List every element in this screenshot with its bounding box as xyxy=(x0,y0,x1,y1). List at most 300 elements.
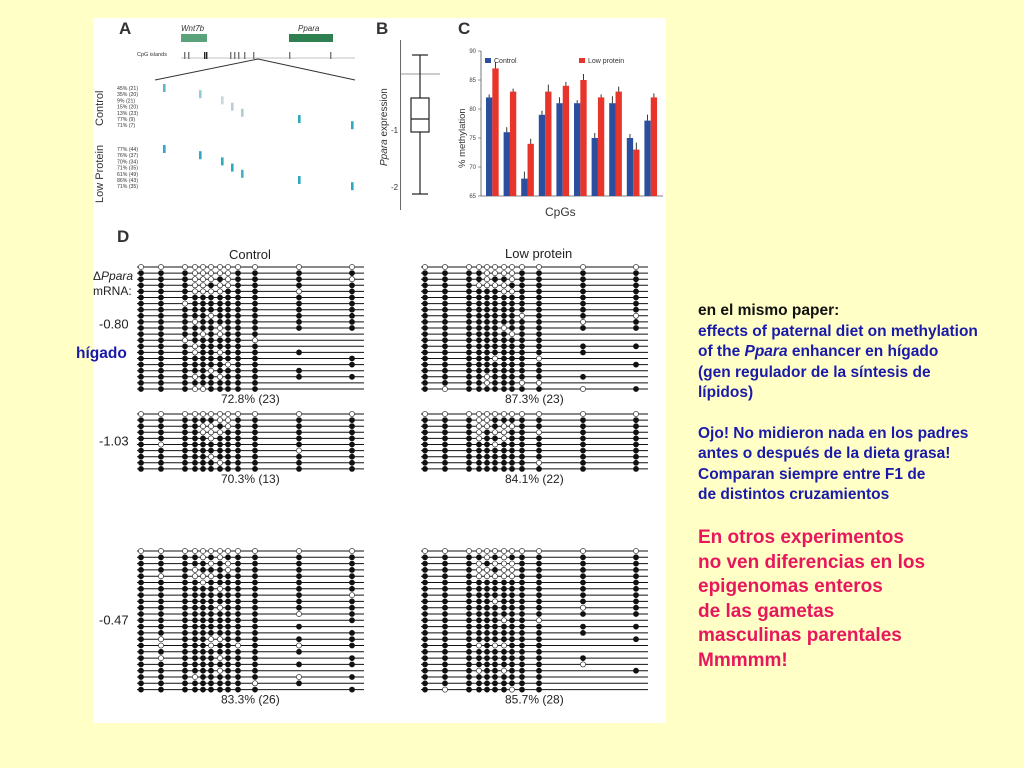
control-methylated-cpg xyxy=(138,424,143,429)
low-protein-methylated-cpg xyxy=(466,338,471,343)
control-unmethylated-cpg xyxy=(252,264,257,269)
control-methylated-cpg xyxy=(252,356,257,361)
control-methylated-cpg xyxy=(138,605,143,610)
low-protein-methylated-cpg xyxy=(442,611,447,616)
control-methylated-cpg xyxy=(182,593,187,598)
notes-line-2: of the Ppara enhancer en hígado xyxy=(698,343,939,360)
control-methylated-cpg xyxy=(235,295,240,300)
low-protein-unmethylated-cpg xyxy=(484,411,489,416)
control-methylated-cpg xyxy=(138,460,143,465)
low-protein-methylated-cpg xyxy=(466,593,471,598)
low-protein-methylated-cpg xyxy=(476,386,481,391)
control-methylated-cpg xyxy=(200,674,205,679)
control-methylated-cpg xyxy=(235,418,240,423)
highlight-line-6: Mmmmm! xyxy=(698,649,788,671)
control-methylated-cpg xyxy=(138,418,143,423)
control-unmethylated-cpg xyxy=(349,593,354,598)
low-protein-methylated-cpg xyxy=(484,580,489,585)
low-protein-unmethylated-cpg xyxy=(501,668,506,673)
low-protein-methylated-cpg xyxy=(519,630,524,635)
low-protein-methylated-cpg xyxy=(633,574,638,579)
control-methylated-cpg xyxy=(208,674,213,679)
control-methylated-cpg xyxy=(200,586,205,591)
control-methylated-cpg xyxy=(200,630,205,635)
control-methylated-cpg xyxy=(158,555,163,560)
low-protein-methylated-cpg xyxy=(422,442,427,447)
low-protein-methylated-cpg xyxy=(509,611,514,616)
low-protein-methylated-cpg xyxy=(501,442,506,447)
highlight-line-5: masculinas parentales xyxy=(698,625,902,646)
low-protein-methylated-cpg xyxy=(476,624,481,629)
control-unmethylated-cpg xyxy=(208,574,213,579)
low-protein-methylated-cpg xyxy=(509,624,514,629)
control-methylated-cpg xyxy=(296,301,301,306)
control-methylated-cpg xyxy=(182,430,187,435)
control-unmethylated-cpg xyxy=(225,264,230,269)
control-methylated-cpg xyxy=(200,656,205,661)
low-protein-methylated-cpg xyxy=(633,599,638,604)
control-unmethylated-cpg xyxy=(235,548,240,553)
low-protein-methylated-cpg xyxy=(501,332,506,337)
control-methylated-cpg xyxy=(252,624,257,629)
low-protein-methylated-cpg xyxy=(422,611,427,616)
low-protein-methylated-cpg xyxy=(422,574,427,579)
control-methylated-cpg xyxy=(252,649,257,654)
control-methylated-cpg xyxy=(200,624,205,629)
low-protein-unmethylated-cpg xyxy=(476,424,481,429)
low-protein-unmethylated-cpg xyxy=(509,424,514,429)
control-methylated-cpg xyxy=(200,319,205,324)
control-methylated-cpg xyxy=(349,567,354,572)
low-protein-methylated-cpg xyxy=(484,605,489,610)
control-methylated-cpg xyxy=(235,460,240,465)
control-methylated-cpg xyxy=(252,301,257,306)
control-unmethylated-cpg xyxy=(225,362,230,367)
control-methylated-cpg xyxy=(225,605,230,610)
low-protein-methylated-cpg xyxy=(519,454,524,459)
low-protein-methylated-cpg xyxy=(476,681,481,686)
control-methylated-cpg xyxy=(192,313,197,318)
low-protein-unmethylated-cpg xyxy=(484,574,489,579)
control-unmethylated-cpg xyxy=(208,436,213,441)
low-protein-methylated-cpg xyxy=(633,319,638,324)
control-methylated-cpg xyxy=(296,586,301,591)
low-protein-methylated-cpg xyxy=(536,656,541,661)
control-methylated-cpg xyxy=(217,301,222,306)
control-unmethylated-cpg xyxy=(182,548,187,553)
control-methylated-cpg xyxy=(349,430,354,435)
control-methylated-cpg xyxy=(217,277,222,282)
control-methylated-cpg xyxy=(208,325,213,330)
low-protein-methylated-cpg xyxy=(484,643,489,648)
control-methylated-cpg xyxy=(208,356,213,361)
low-protein-methylated-cpg xyxy=(509,307,514,312)
control-methylated-cpg xyxy=(349,466,354,471)
low-protein-methylated-cpg xyxy=(536,289,541,294)
control-methylated-cpg xyxy=(225,599,230,604)
control-methylated-cpg xyxy=(138,662,143,667)
control-methylated-cpg xyxy=(235,283,240,288)
control-methylated-cpg xyxy=(217,295,222,300)
low-protein-methylated-cpg xyxy=(484,442,489,447)
control-unmethylated-cpg xyxy=(296,448,301,453)
control-methylated-cpg xyxy=(217,313,222,318)
control-methylated-cpg xyxy=(192,668,197,673)
control-methylated-cpg xyxy=(138,681,143,686)
low-protein-methylated-cpg xyxy=(580,325,585,330)
control-unmethylated-cpg xyxy=(200,580,205,585)
legend-swatch-control xyxy=(485,58,491,63)
low-protein-methylated-cpg xyxy=(492,567,497,572)
cpg-island-tick xyxy=(234,52,235,59)
control-methylated-cpg xyxy=(217,338,222,343)
low-protein-methylated-cpg xyxy=(422,662,427,667)
control-bar xyxy=(574,103,580,196)
control-unmethylated-cpg xyxy=(158,442,163,447)
control-methylated-cpg xyxy=(192,586,197,591)
low-protein-methylated-cpg xyxy=(519,637,524,642)
control-bar xyxy=(539,115,545,196)
control-methylated-cpg xyxy=(235,662,240,667)
low-protein-methylated-cpg xyxy=(492,668,497,673)
low-protein-unmethylated-cpg xyxy=(492,599,497,604)
control-methylated-cpg xyxy=(138,374,143,379)
low-protein-methylated-cpg xyxy=(519,430,524,435)
control-methylated-cpg xyxy=(182,567,187,572)
low-protein-methylated-cpg xyxy=(492,344,497,349)
low-protein-bar xyxy=(563,86,569,196)
control-methylated-cpg xyxy=(349,319,354,324)
control-methylated-cpg xyxy=(192,436,197,441)
low-protein-unmethylated-cpg xyxy=(509,561,514,566)
control-methylated-cpg xyxy=(138,277,143,282)
low-protein-methylated-cpg xyxy=(466,380,471,385)
control-unmethylated-cpg xyxy=(192,386,197,391)
low-protein-methylated-cpg xyxy=(501,344,506,349)
control-methylated-cpg xyxy=(296,271,301,276)
group-label-low-protein: Low Protein xyxy=(94,144,106,203)
low-protein-bar xyxy=(510,92,516,196)
low-protein-methylated-cpg xyxy=(509,605,514,610)
control-methylated-cpg xyxy=(217,649,222,654)
low-protein-methylated-cpg xyxy=(519,681,524,686)
control-unmethylated-cpg xyxy=(235,264,240,269)
low-protein-methylated-cpg xyxy=(422,681,427,686)
control-methylated-cpg xyxy=(235,289,240,294)
low-protein-methylated-cpg xyxy=(492,368,497,373)
low-protein-methylated-cpg xyxy=(492,618,497,623)
low-protein-unmethylated-cpg xyxy=(509,687,514,692)
delta-ppara-value: -0.47 xyxy=(99,612,129,628)
control-methylated-cpg xyxy=(217,674,222,679)
control-methylated-cpg xyxy=(252,574,257,579)
control-methylated-cpg xyxy=(208,350,213,355)
low-protein-methylated-cpg xyxy=(519,368,524,373)
low-protein-unmethylated-cpg xyxy=(519,411,524,416)
control-methylated-cpg xyxy=(349,448,354,453)
control-methylated-cpg xyxy=(235,681,240,686)
control-unmethylated-cpg xyxy=(200,555,205,560)
control-bar xyxy=(504,132,510,196)
control-methylated-cpg xyxy=(235,386,240,391)
low-protein-methylated-cpg xyxy=(422,466,427,471)
control-methylated-cpg xyxy=(208,656,213,661)
control-methylated-cpg xyxy=(158,344,163,349)
control-methylated-cpg xyxy=(138,338,143,343)
low-protein-methylated-cpg xyxy=(633,567,638,572)
low-protein-methylated-cpg xyxy=(580,611,585,616)
low-protein-unmethylated-cpg xyxy=(501,618,506,623)
control-methylated-cpg xyxy=(252,325,257,330)
low-protein-methylated-cpg xyxy=(580,295,585,300)
low-protein-methylated-cpg xyxy=(536,448,541,453)
control-methylated-cpg xyxy=(349,674,354,679)
control-methylated-cpg xyxy=(296,313,301,318)
control-methylated-cpg xyxy=(182,313,187,318)
low-protein-unmethylated-cpg xyxy=(580,319,585,324)
control-methylated-cpg xyxy=(138,332,143,337)
low-protein-methylated-cpg xyxy=(466,624,471,629)
control-methylated-cpg xyxy=(182,386,187,391)
control-methylated-cpg xyxy=(158,295,163,300)
low-protein-methylated-cpg xyxy=(422,605,427,610)
control-methylated-cpg xyxy=(138,386,143,391)
low-protein-methylated-cpg xyxy=(492,466,497,471)
low-protein-methylated-cpg xyxy=(476,289,481,294)
low-protein-methylated-cpg xyxy=(476,656,481,661)
control-methylated-cpg xyxy=(192,593,197,598)
low-protein-unmethylated-cpg xyxy=(509,332,514,337)
low-protein-methylated-cpg xyxy=(633,344,638,349)
low-protein-methylated-cpg xyxy=(509,313,514,318)
low-protein-unmethylated-cpg xyxy=(476,548,481,553)
low-protein-methylated-cpg xyxy=(509,662,514,667)
low-protein-methylated-cpg xyxy=(476,301,481,306)
low-protein-methylated-cpg xyxy=(633,418,638,423)
low-protein-methylated-cpg xyxy=(501,593,506,598)
control-unmethylated-cpg xyxy=(225,283,230,288)
low-protein-methylated-cpg xyxy=(580,656,585,661)
low-protein-unmethylated-cpg xyxy=(476,436,481,441)
control-methylated-cpg xyxy=(192,681,197,686)
control-methylated-cpg xyxy=(235,424,240,429)
control-methylated-cpg xyxy=(208,460,213,465)
control-unmethylated-cpg xyxy=(217,555,222,560)
low-protein-methylated-cpg xyxy=(442,605,447,610)
low-protein-methylated-cpg xyxy=(492,295,497,300)
cpg-island-tick xyxy=(253,52,254,59)
control-methylated-cpg xyxy=(182,362,187,367)
control-unmethylated-cpg xyxy=(158,643,163,648)
low-protein-methylated-cpg xyxy=(492,674,497,679)
control-unmethylated-cpg xyxy=(217,460,222,465)
liver-side-label: hígado xyxy=(76,345,127,362)
control-unmethylated-cpg xyxy=(217,289,222,294)
low-protein-methylated-cpg xyxy=(466,362,471,367)
low-protein-methylated-cpg xyxy=(466,344,471,349)
low-protein-methylated-cpg xyxy=(492,611,497,616)
control-methylated-cpg xyxy=(182,325,187,330)
control-methylated-cpg xyxy=(200,593,205,598)
low-protein-methylated-cpg xyxy=(442,344,447,349)
low-protein-methylated-cpg xyxy=(422,283,427,288)
low-protein-methylated-cpg xyxy=(536,325,541,330)
low-protein-unmethylated-cpg xyxy=(519,313,524,318)
control-methylated-cpg xyxy=(200,649,205,654)
low-protein-methylated-cpg xyxy=(501,586,506,591)
control-methylated-cpg xyxy=(182,277,187,282)
panel-a-rows xyxy=(117,84,354,190)
low-protein-methylated-cpg xyxy=(476,466,481,471)
control-methylated-cpg xyxy=(208,319,213,324)
low-protein-methylated-cpg xyxy=(442,325,447,330)
low-protein-methylated-cpg xyxy=(442,374,447,379)
low-protein-unmethylated-cpg xyxy=(484,548,489,553)
low-protein-unmethylated-cpg xyxy=(501,643,506,648)
control-methylated-cpg xyxy=(225,338,230,343)
low-protein-methylated-cpg xyxy=(422,277,427,282)
control-unmethylated-cpg xyxy=(200,386,205,391)
low-protein-unmethylated-cpg xyxy=(633,264,638,269)
gene-bar-wnt7b xyxy=(181,34,207,42)
col-header-low-protein: Low protein xyxy=(505,246,573,261)
control-unmethylated-cpg xyxy=(158,264,163,269)
control-methylated-cpg xyxy=(158,668,163,673)
low-protein-methylated-cpg xyxy=(484,454,489,459)
low-protein-methylated-cpg xyxy=(501,662,506,667)
low-protein-row-label: 70% (34) xyxy=(117,159,139,166)
low-protein-methylated-cpg xyxy=(484,611,489,616)
low-protein-methylated-cpg xyxy=(442,295,447,300)
control-methylated-cpg xyxy=(225,580,230,585)
low-protein-methylated-cpg xyxy=(519,460,524,465)
low-protein-unmethylated-cpg xyxy=(509,411,514,416)
low-protein-methylated-cpg xyxy=(536,362,541,367)
control-unmethylated-cpg xyxy=(138,264,143,269)
control-methylated-cpg xyxy=(138,630,143,635)
control-methylated-cpg xyxy=(217,580,222,585)
low-protein-methylated-cpg xyxy=(536,271,541,276)
low-protein-unmethylated-cpg xyxy=(442,386,447,391)
low-protein-methylated-cpg xyxy=(422,637,427,642)
control-methylated-cpg xyxy=(138,283,143,288)
control-methylated-cpg xyxy=(217,362,222,367)
low-protein-methylated-cpg xyxy=(492,362,497,367)
low-protein-methylated-cpg xyxy=(536,599,541,604)
control-methylated-cpg xyxy=(192,454,197,459)
low-protein-unmethylated-cpg xyxy=(501,325,506,330)
low-protein-methylated-cpg xyxy=(633,593,638,598)
low-protein-methylated-cpg xyxy=(509,618,514,623)
low-protein-methylated-cpg xyxy=(519,271,524,276)
low-protein-methylated-cpg xyxy=(580,630,585,635)
low-protein-methylated-cpg xyxy=(580,430,585,435)
zoom-line-left xyxy=(155,59,258,80)
control-methylated-cpg xyxy=(349,618,354,623)
control-methylated-cpg xyxy=(200,442,205,447)
low-protein-unmethylated-cpg xyxy=(442,548,447,553)
control-methylated-cpg xyxy=(138,380,143,385)
control-methylated-cpg xyxy=(208,344,213,349)
control-methylated-cpg xyxy=(349,418,354,423)
low-protein-methylated-cpg xyxy=(492,681,497,686)
low-protein-methylated-cpg xyxy=(484,681,489,686)
low-protein-methylated-cpg xyxy=(484,460,489,465)
control-methylated-cpg xyxy=(225,430,230,435)
control-methylation-pct: 72.8% (23) xyxy=(221,392,280,406)
control-methylated-cpg xyxy=(192,448,197,453)
low-protein-methylated-cpg xyxy=(509,454,514,459)
control-methylation-mark xyxy=(221,96,224,104)
low-protein-methylated-cpg xyxy=(501,362,506,367)
low-protein-methylated-cpg xyxy=(484,674,489,679)
control-methylated-cpg xyxy=(182,424,187,429)
low-protein-methylated-cpg xyxy=(476,295,481,300)
control-methylated-cpg xyxy=(192,561,197,566)
low-protein-methylated-cpg xyxy=(422,599,427,604)
control-unmethylated-cpg xyxy=(252,681,257,686)
low-protein-methylated-cpg xyxy=(476,271,481,276)
low-protein-methylation-pct: 85.7% (28) xyxy=(505,692,564,707)
control-methylated-cpg xyxy=(252,674,257,679)
control-methylated-cpg xyxy=(182,295,187,300)
low-protein-methylated-cpg xyxy=(484,344,489,349)
low-protein-methylated-cpg xyxy=(466,442,471,447)
control-methylated-cpg xyxy=(192,325,197,330)
control-methylated-cpg xyxy=(182,283,187,288)
control-methylated-cpg xyxy=(235,561,240,566)
low-protein-methylated-cpg xyxy=(466,448,471,453)
delta-ppara-value: -1.03 xyxy=(99,433,129,449)
low-protein-methylated-cpg xyxy=(484,386,489,391)
control-methylated-cpg xyxy=(235,555,240,560)
low-protein-methylated-cpg xyxy=(422,271,427,276)
notes-heading: en el mismo paper: xyxy=(698,302,840,319)
low-protein-methylated-cpg xyxy=(501,630,506,635)
low-protein-methylated-cpg xyxy=(536,436,541,441)
low-protein-methylated-cpg xyxy=(501,319,506,324)
control-methylated-cpg xyxy=(349,630,354,635)
notes-block xyxy=(698,301,1018,506)
low-protein-methylated-cpg xyxy=(519,301,524,306)
control-methylated-cpg xyxy=(138,368,143,373)
low-protein-methylation-mark xyxy=(231,164,234,172)
low-protein-methylated-cpg xyxy=(422,362,427,367)
low-protein-methylated-cpg xyxy=(492,649,497,654)
notes-line-4: lípidos) xyxy=(698,384,754,401)
low-protein-methylated-cpg xyxy=(509,350,514,355)
low-protein-unmethylated-cpg xyxy=(466,411,471,416)
control-methylated-cpg xyxy=(158,599,163,604)
low-protein-methylated-cpg xyxy=(580,448,585,453)
control-methylated-cpg xyxy=(217,662,222,667)
control-methylated-cpg xyxy=(225,386,230,391)
control-methylated-cpg xyxy=(217,356,222,361)
low-protein-methylated-cpg xyxy=(422,687,427,692)
control-methylated-cpg xyxy=(225,368,230,373)
warning-line-4: de distintos cruzamientos xyxy=(698,486,890,503)
low-protein-methylated-cpg xyxy=(442,574,447,579)
control-unmethylated-cpg xyxy=(252,338,257,343)
low-protein-methylated-cpg xyxy=(509,283,514,288)
low-protein-row-label: 61% (49) xyxy=(117,171,139,178)
control-methylated-cpg xyxy=(182,344,187,349)
control-unmethylated-cpg xyxy=(192,411,197,416)
control-methylated-cpg xyxy=(182,637,187,642)
control-unmethylated-cpg xyxy=(217,264,222,269)
low-protein-methylated-cpg xyxy=(519,668,524,673)
control-methylated-cpg xyxy=(158,630,163,635)
